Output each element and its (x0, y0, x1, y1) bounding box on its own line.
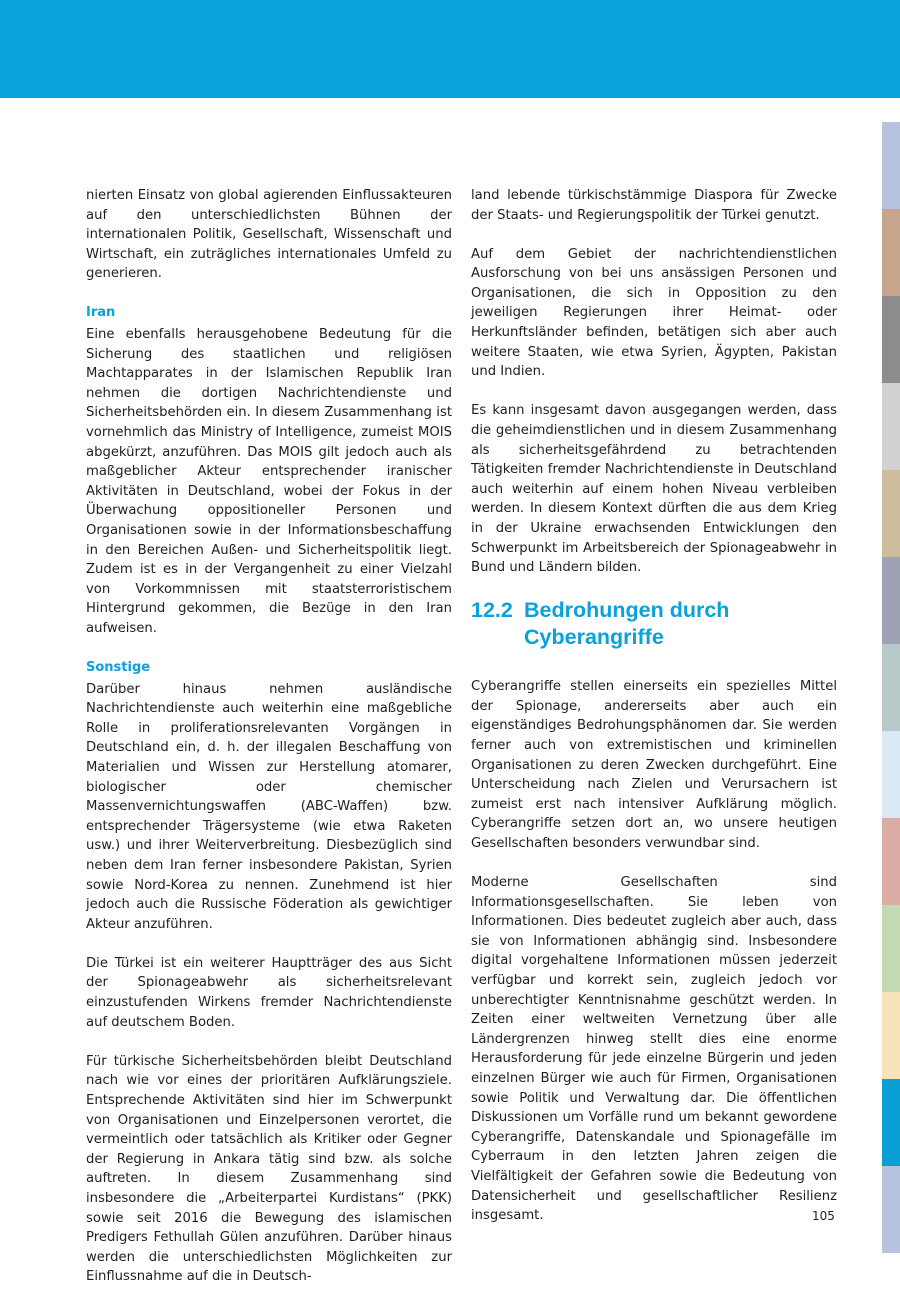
heading-sonstige: Sonstige (86, 660, 151, 676)
paragraph-sonstige: Darüber hinaus nehmen ausländische Nachrichtendienste auch weiterhin eine maßgebliche Rolle in proliferationsrelevanten Vorgängen in Deutschland ein, d. h. der illegalen Beschaffung von Materialien und Wissen zur Herstellung atomarer, biologischer oder chemischer Massenvernichtungswaffen (ABC-Waffen) bzw. entsprechender Trägersysteme (wie etwa Raketen usw.) und ihrer Weiterverbreitung. Diesbezüglich sind neben dem Iran ferner insbesondere Pakistan, Syrien sowie Nord-Korea zu nennen. Zunehmend ist hier jedoch auch die Russische Föderation als gewichtiger Akteur anzuführen. (86, 681, 452, 932)
chapter-tab[interactable] (882, 383, 900, 470)
paragraph-continued: land lebende türkischstämmige Diaspora für Zwecke der Staats- und Regierungspolitik der Türkei genutzt. (471, 188, 837, 223)
page-number: 105 (812, 1209, 835, 1223)
chapter-tab[interactable] (882, 992, 900, 1079)
chapter-number: 12.2 (471, 598, 513, 623)
chapter-tab-active[interactable] (882, 1079, 900, 1166)
chapter-tab[interactable] (882, 296, 900, 383)
chapter-tab-strip (882, 122, 900, 1253)
chapter-tab[interactable] (882, 644, 900, 731)
chapter-tab[interactable] (882, 731, 900, 818)
chapter-tab[interactable] (882, 557, 900, 644)
chapter-tab[interactable] (882, 818, 900, 905)
left-column (86, 186, 452, 1306)
chapter-heading (471, 597, 837, 651)
chapter-title: Bedrohungen durch Cyberangriffe (524, 598, 730, 650)
right-column (471, 186, 837, 1245)
paragraph-ausforschung: Auf dem Gebiet der nachrichtendienstlichen Ausforschung von bei uns ansässigen Personen und Organisationen, die sich in Opposition zu den jeweiligen Regierungen ihrer Heimat- oder Herkunftsländer befinden, betätigen sich aber auch weitere Staaten, wie etwa Syrien, Ägypten, Pakistan und Indien. (471, 246, 837, 380)
chapter-tab[interactable] (882, 1166, 900, 1253)
chapter-tab[interactable] (882, 209, 900, 296)
paragraph-iran: Eine ebenfalls herausgehobene Bedeutung für die Sicherung des staatlichen und religiösen Machtapparates in der Islamischen Republik Iran nehmen die dortigen Nachrichtendienste und Sicherheitsbehörden ein. In diesem Zusammenhang ist vornehmlich das Ministry of Intelligence, zumeist MOIS abgekürzt, anzuführen. Das MOIS gilt jedoch auch als maßgeblicher Akteur entsprechender iranischer Aktivitäten in Deutschland, wobei der Fokus in der Überwachung oppositioneller Personen und Organisationen sowie in der Informationsbeschaffung in den Bereichen Außen- und Sicherheitspolitik liegt. Zudem ist es in der Vergangenheit zu einer Vielzahl von Vorkommnissen mit staatsterroristischem Hintergrund gekommen, die Bezüge in den Iran aufweisen. (86, 327, 452, 636)
chapter-tab[interactable] (882, 122, 900, 209)
chapter-tab[interactable] (882, 905, 900, 992)
header-bar (0, 0, 900, 98)
paragraph-moderne: Moderne Gesellschaften sind Informationsgesellschaften. Sie leben von Informationen. Dies bedeutet zugleich aber auch, dass sie von Informationen abhängig sind. Insbesondere digital vorgehaltene Informationen müssen jederzeit verfügbar und korrekt sein, zugleich jedoch vor unberechtigter Kenntnisnahme geschützt werden. In Zeiten einer weltweiten Vernetzung über alle Ländergrenzen hinweg stellt dies eine enorme Herausforderung für jede einzelne Bürgerin und jeden einzelnen Bürger wie auch für Firmen, Organisationen sowie Politik und Verwaltung dar. Die öffentlichen Diskussionen um Vorfälle rund um bekannt gewordene Cyberangriffe, Datenskandale und Spionagefälle im Cyberraum in den letzten Jahren zeigen die Vielfältigkeit der Gefahren sowie die Bedeutung von Datensicherheit und gesellschaftlicher Resilienz insgesamt. (471, 875, 837, 1224)
heading-iran: Iran (86, 305, 116, 321)
paragraph-insgesamt: Es kann insgesamt davon ausgegangen werden, dass die geheimdienstlichen und in diesem Zusammenhang als sicherheitsgefährdend zu betrachtenden Tätigkeiten fremder Nachrichtendienste in Deutschland auch weiterhin auf einem hohen Niveau verbleiben werden. In diesem Kontext dürften die aus dem Krieg in der Ukraine erwachsenden Entwicklungen den Schwerpunkt im Arbeitsbereich der Spionageabwehr in Bund und Ländern bilden. (471, 403, 837, 576)
paragraph-cyberangriffe: Cyberangriffe stellen einerseits ein spezielles Mittel der Spionage, andererseits aber auch ein eigenständiges Bedrohungsphänomen dar. Sie werden ferner auch von extremistischen und kriminellen Organisationen zu deren Zwecken durchgeführt. Eine Unterscheidung nach Zielen und Verursachern ist zumeist erst nach intensiver Aufklärung möglich. Cyberangriffe setzen dort an, wo unsere heutigen Gesellschaften besonders verwundbar sind. (471, 679, 837, 851)
paragraph-intro: nierten Einsatz von global agierenden Einflussakteuren auf den unterschiedlichsten Bühnen der internationalen Politik, Gesellschaft, Wissenschaft und Wirtschaft, ein zuträgliches internationales Umfeld zu generieren. (86, 188, 452, 282)
paragraph-tuerkei: Die Türkei ist ein weiterer Hauptträger des aus Sicht der Spionageabwehr als sicherheitsrelevant einzustufenden Wirkens fremder Nachrichtendienste auf deutschem Boden. (86, 955, 452, 1030)
paragraph-tuerkei-2: Für türkische Sicherheitsbehörden bleibt Deutschland nach wie vor eines der prioritären Aufklärungsziele. Entsprechende Aktivitäten sind hier im Schwerpunkt von Organisationen und Einzelpersonen verortet, die vermeintlich oder tatsächlich als Kritiker oder Gegner der Regierung in Ankara tätig sind bzw. als solche auftreten. In diesem Zusammenhang sind insbesondere die „Arbeiterpartei Kurdistans“ (PKK) sowie seit 2016 die Bewegung des islamischen Predigers Fethullah Gülen anzuführen. Darüber hinaus werden die unterschiedlichsten Möglichkeiten zur Einflussnahme auf die in Deutsch- (86, 1053, 452, 1285)
chapter-tab[interactable] (882, 470, 900, 557)
